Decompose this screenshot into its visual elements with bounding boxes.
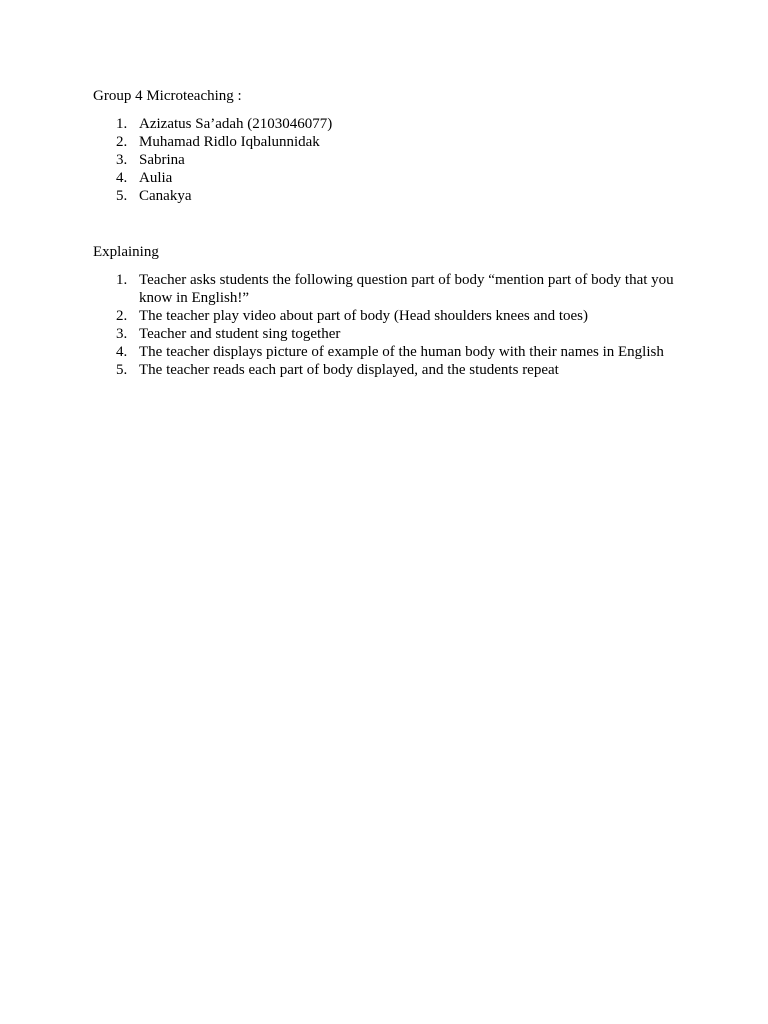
group-member-list: [93, 115, 683, 205]
member-name: Sabrina: [139, 152, 185, 168]
list-number: 3.: [116, 152, 128, 168]
step-text: The teacher play video about part of body (Head shoulders knees and toes): [139, 308, 589, 324]
list-item: [93, 307, 683, 325]
list-item: [93, 361, 683, 379]
member-name: Aulia: [139, 170, 173, 186]
list-item: [93, 271, 683, 307]
list-number: 2.: [116, 134, 128, 150]
list-number: 4.: [116, 170, 128, 186]
list-number: 5.: [116, 362, 128, 378]
step-text: The teacher reads each part of body displayed, and the students repeat: [139, 362, 559, 378]
list-number: 3.: [116, 326, 128, 342]
step-text: The teacher displays picture of example of the human body with their names in English: [139, 344, 664, 360]
explaining-heading: Explaining: [93, 244, 159, 260]
explaining-steps-list: [93, 271, 683, 379]
document-page: [93, 87, 683, 379]
step-text: Teacher and student sing together: [139, 326, 341, 342]
member-name: Canakya: [139, 188, 192, 204]
list-item: [93, 325, 683, 343]
list-item: [93, 151, 683, 169]
list-item: [93, 115, 683, 133]
list-item: [93, 133, 683, 151]
step-text: Teacher asks students the following question part of body “mention part of body that you know in English!”: [139, 272, 674, 306]
member-name: Azizatus Sa’adah (2103046077): [139, 116, 333, 132]
list-number: 4.: [116, 344, 128, 360]
list-item: [93, 187, 683, 205]
list-number: 1.: [116, 272, 128, 288]
list-number: 1.: [116, 116, 128, 132]
group-heading: Group 4 Microteaching :: [93, 88, 242, 104]
list-item: [93, 169, 683, 187]
member-name: Muhamad Ridlo Iqbalunnidak: [139, 134, 320, 150]
list-number: 2.: [116, 308, 128, 324]
list-item: [93, 343, 683, 361]
list-number: 5.: [116, 188, 128, 204]
